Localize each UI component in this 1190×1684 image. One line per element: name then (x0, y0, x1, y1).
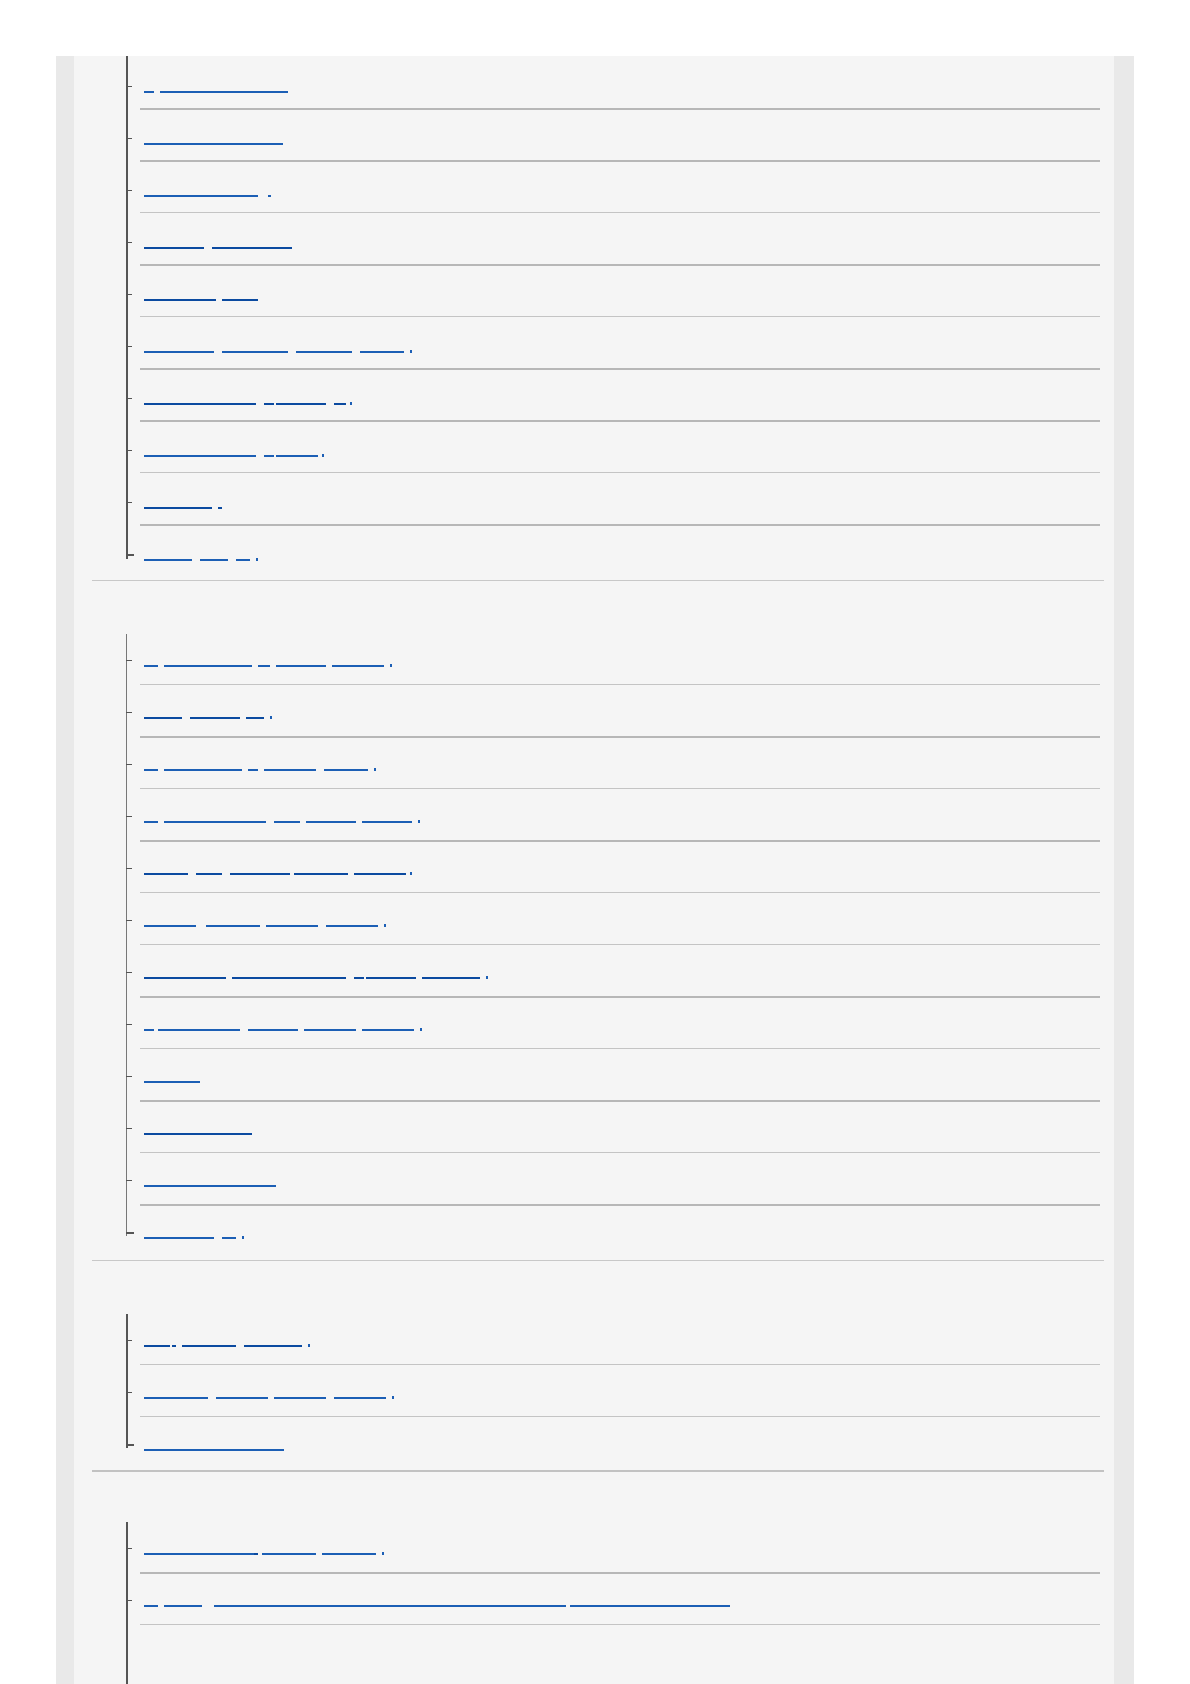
row-divider (140, 1048, 1100, 1049)
toc-link-item[interactable] (126, 216, 1076, 269)
section-divider (92, 1260, 1104, 1261)
toc-link-item[interactable] (126, 998, 1076, 1051)
row-divider (140, 420, 1100, 422)
row-divider (140, 368, 1100, 370)
toc-link-item[interactable] (126, 1154, 1076, 1207)
row-divider (140, 524, 1100, 526)
row-divider (140, 1624, 1100, 1625)
row-divider (140, 472, 1100, 473)
tree-branch (126, 1180, 132, 1181)
toc-link-item[interactable] (126, 894, 1076, 947)
row-divider (140, 1416, 1100, 1417)
tree-branch (126, 242, 132, 243)
tree-branch (126, 1548, 132, 1549)
toc-link-item[interactable] (126, 164, 1076, 217)
toc-link-item[interactable] (126, 634, 1076, 687)
toc-link-item[interactable] (126, 790, 1076, 843)
section-divider (92, 1470, 1104, 1472)
row-divider (140, 160, 1100, 162)
toc-link-item[interactable] (126, 112, 1076, 165)
toc-link-item[interactable] (126, 320, 1076, 373)
row-divider (140, 1364, 1100, 1365)
tree-branch (126, 346, 132, 347)
tree-branch (126, 138, 132, 139)
tree-branch (126, 1024, 132, 1025)
toc-link-item[interactable] (126, 1102, 1076, 1155)
row-divider (140, 108, 1100, 110)
tree-branch (126, 816, 132, 817)
toc-link-item[interactable] (126, 1418, 1076, 1471)
tree-branch (126, 1340, 132, 1341)
toc-link-item[interactable] (126, 476, 1076, 529)
tree-branch (126, 972, 132, 973)
row-divider (140, 684, 1100, 685)
tree-branch (126, 868, 132, 869)
toc-link-item[interactable] (126, 1314, 1076, 1367)
tree-branch (126, 294, 132, 295)
row-divider (140, 944, 1100, 945)
tree-branch (126, 398, 132, 399)
tree-branch (126, 660, 132, 661)
toc-link-item[interactable] (126, 1206, 1076, 1259)
row-divider (140, 264, 1100, 266)
row-divider (140, 892, 1100, 893)
toc-link-item[interactable] (126, 424, 1076, 477)
tree-branch (126, 554, 134, 556)
row-divider (140, 788, 1100, 789)
row-divider (140, 316, 1100, 317)
tree-branch (126, 190, 132, 191)
toc-link-item[interactable] (126, 268, 1076, 321)
page-gutter (56, 56, 1134, 1684)
toc-link-item[interactable] (126, 686, 1076, 739)
toc-link-item[interactable] (126, 946, 1076, 999)
toc-link-item[interactable] (126, 60, 1076, 113)
tree-branch (126, 712, 132, 713)
toc-panel (74, 56, 1114, 1684)
row-divider (140, 1152, 1100, 1153)
section-divider (92, 580, 1104, 581)
toc-link-item[interactable] (126, 528, 1076, 581)
tree-branch (126, 920, 132, 921)
toc-link-item[interactable] (126, 842, 1076, 895)
tree-branch (126, 1076, 132, 1077)
toc-link-item[interactable] (126, 372, 1076, 425)
tree-branch (126, 1600, 132, 1601)
tree-branch (126, 502, 132, 503)
toc-link-item[interactable] (126, 1050, 1076, 1103)
toc-link-item[interactable] (126, 1366, 1076, 1419)
row-divider (140, 212, 1100, 213)
tree-branch (126, 1444, 134, 1446)
tree-branch (126, 1128, 132, 1129)
toc-link-item[interactable] (126, 1574, 1076, 1627)
tree-branch (126, 1232, 134, 1234)
tree-branch (126, 450, 132, 451)
toc-link-item[interactable] (126, 1522, 1076, 1575)
tree-branch (126, 1392, 132, 1393)
tree-branch (126, 764, 132, 765)
toc-link-item[interactable] (126, 738, 1076, 791)
tree-branch (126, 86, 132, 87)
